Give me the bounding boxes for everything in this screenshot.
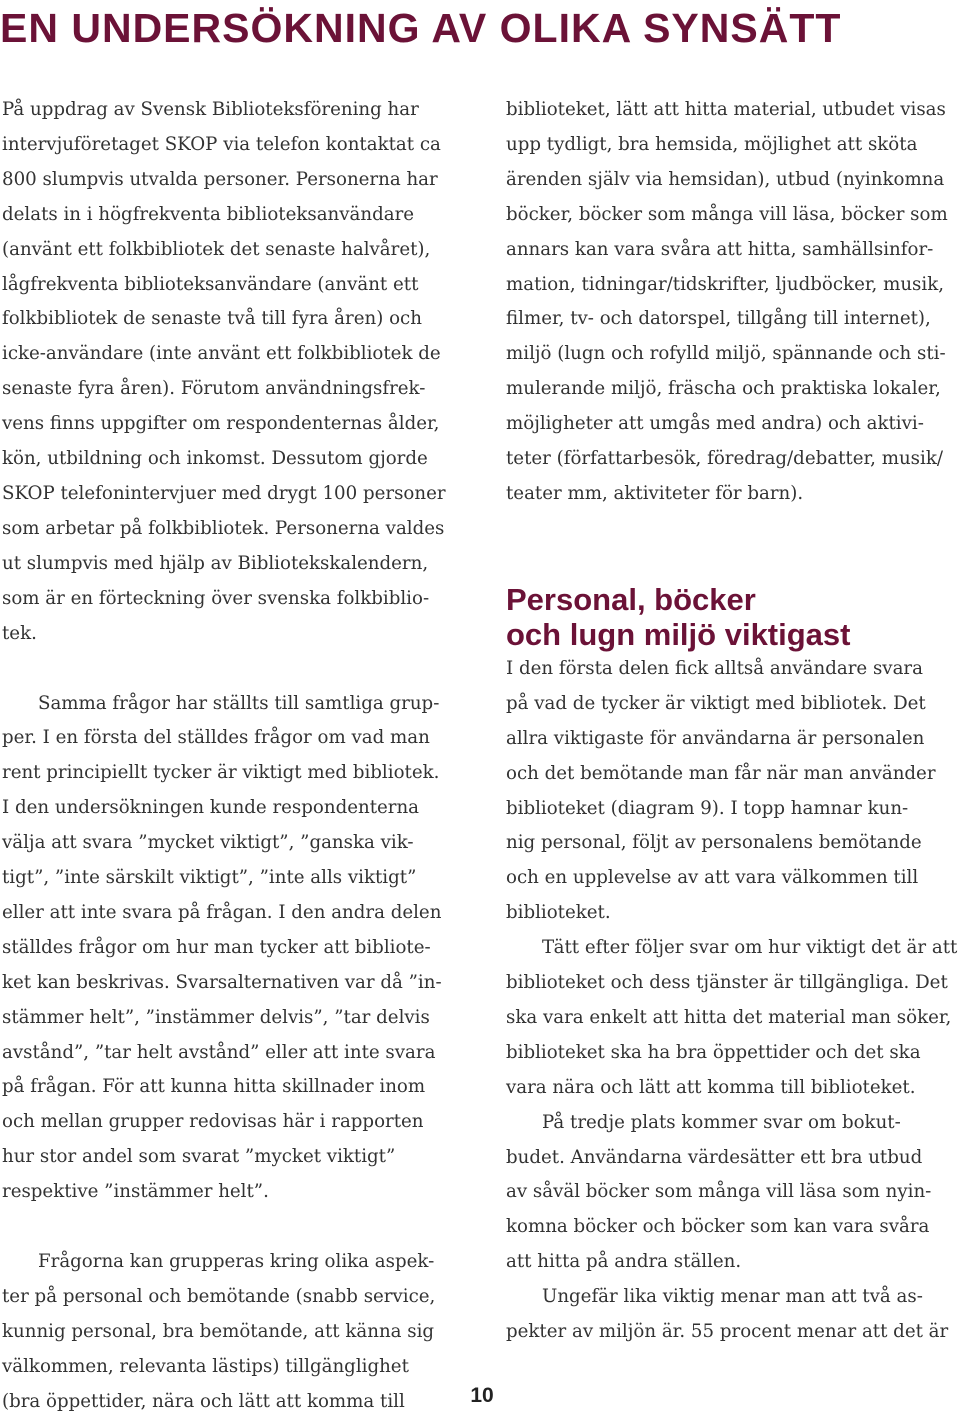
text-line: rent principiellt tycker är viktigt med bibliotek.: [2, 762, 440, 784]
text-line: vens finns uppgifter om respondenternas ålder,: [2, 413, 440, 435]
text-line: SKOP telefonintervjuer med drygt 100 personer: [2, 482, 446, 504]
text-line: Ungefär lika viktig menar man att två as-: [542, 1286, 923, 1308]
text-line: på frågan. För att kunna hitta skillnader inom: [2, 1076, 426, 1098]
text-line: lågfrekventa biblioteksanvändare (använt ett: [2, 273, 419, 295]
text-line: komna böcker och böcker som kan vara svåra: [506, 1216, 930, 1238]
text-line: Tätt efter följer svar om hur viktigt det är att: [542, 937, 958, 959]
text-line: intervjuföretaget SKOP via telefon kontaktat ca: [2, 133, 441, 155]
text-line: Samma frågor har ställts till samtliga grup-: [38, 692, 440, 714]
paragraph-method: [2, 93, 460, 652]
text-line: teater mm, aktiviteter för barn).: [506, 482, 804, 504]
text-line: mation, tidningar/tidskrifter, ljudböcker, musik,: [506, 273, 944, 295]
text-line: att hitta på andra ställen.: [506, 1251, 742, 1273]
right-column: [506, 93, 960, 1350]
text-line: av såväl böcker som många vill läsa som nyin-: [506, 1181, 932, 1203]
text-line: kön, utbildning och inkomst. Dessutom gjorde: [2, 448, 428, 470]
text-line: per. I en första del ställdes frågor om vad man: [2, 727, 430, 749]
text-line: delats in i högfrekventa biblioteksanvändare: [2, 203, 415, 225]
text-line: tigt”, ”inte särskilt viktigt”, ”inte alls viktigt”: [2, 867, 417, 889]
paragraph-questions: [2, 687, 460, 1211]
text-line: och det bemötande man får när man använder: [506, 762, 936, 784]
text-line: budet. Användarna värdesätter ett bra utbud: [506, 1146, 923, 1168]
text-line: mulerande miljö, fräscha och praktiska lokaler,: [506, 378, 941, 400]
text-line: och en upplevelse av att vara välkommen till: [506, 867, 919, 889]
text-line: teter (författarbesök, föredrag/debatter, musik/: [506, 448, 943, 470]
text-line: vara nära och lätt att komma till biblioteket.: [506, 1076, 916, 1098]
page-number: 10: [470, 1384, 494, 1407]
text-line: hur stor andel som svarat ”mycket viktigt”: [2, 1146, 396, 1168]
text-line: På tredje plats kommer svar om bokut-: [542, 1111, 901, 1133]
text-line: I den första delen fick alltså användare svara: [506, 657, 923, 679]
section-heading: [506, 582, 960, 652]
text-line: biblioteket och dess tjänster är tillgängliga. Det: [506, 972, 948, 994]
text-line: respektive ”instämmer helt”.: [2, 1181, 269, 1203]
text-line: avstånd”, ”tar helt avstånd” eller att inte svara: [2, 1041, 436, 1063]
text-line: ter på personal och bemötande (snabb service,: [2, 1286, 436, 1307]
section-heading-line: Personal, böcker: [506, 581, 756, 617]
left-column: [2, 93, 460, 1420]
text-line: 800 slumpvis utvalda personer. Personerna har: [2, 168, 438, 190]
paragraph-books: [506, 1106, 960, 1281]
text-line: möjligheter att umgås med andra) och aktivi-: [506, 413, 924, 435]
text-line: icke-användare (inte använt ett folkbibliotek de: [2, 343, 441, 365]
text-line: nig personal, följt av personalens bemötande: [506, 832, 922, 854]
text-line: som är en förteckning över svenska folkbiblio-: [2, 587, 430, 609]
text-line: stämmer helt”, ”instämmer delvis”, ”tar delvis: [2, 1006, 430, 1028]
section-heading-line: och lugn miljö viktigast: [506, 616, 851, 652]
paragraph-aspects: [2, 1245, 460, 1420]
text-line: som arbetar på folkbibliotek. Personerna valdes: [2, 517, 445, 539]
text-line: ska vara enkelt att hitta det material man söker,: [506, 1006, 952, 1028]
text-line: böcker, böcker som många vill läsa, böcker som: [506, 203, 948, 225]
text-line: välja att svara ”mycket viktigt”, ”ganska vik-: [2, 832, 414, 854]
text-line: Frågorna kan grupperas kring olika aspek-: [38, 1251, 435, 1273]
text-line: (bra öppettider, nära och lätt att komma till: [2, 1390, 405, 1412]
text-line: upp tydligt, bra hemsida, möjlighet att sköta: [506, 133, 918, 155]
text-line: pekter av miljön är. 55 procent menar att det är: [506, 1321, 949, 1343]
text-line: biblioteket (diagram 9). I topp hamnar kun-: [506, 797, 909, 819]
text-line: biblioteket, lätt att hitta material, utbudet visas: [506, 99, 946, 120]
text-line: biblioteket ska ha bra öppettider och det ska: [506, 1041, 921, 1063]
text-line: ställdes frågor om hur man tycker att bibliote-: [2, 936, 431, 958]
paragraph-environment: [506, 1280, 960, 1350]
page-title: EN UNDERSÖKNING AV OLIKA SYNSÄTT: [0, 5, 842, 51]
text-line: välkommen, relevanta lästips) tillgänglighet: [2, 1355, 409, 1377]
text-line: (använt ett folkbibliotek det senaste halvåret),: [2, 238, 431, 260]
text-line: allra viktigaste för användarna är personalen: [506, 727, 925, 749]
text-line: folkbibliotek de senaste två till fyra åren) och: [2, 308, 422, 330]
text-line: annars kan vara svåra att hitta, samhällsinfor-: [506, 238, 934, 260]
text-line: ut slumpvis med hjälp av Bibliotekskalendern,: [2, 552, 429, 574]
text-line: kunnig personal, bra bemötande, att känna sig: [2, 1320, 435, 1342]
text-line: och mellan grupper redovisas här i rapporten: [2, 1111, 424, 1133]
text-line: på vad de tycker är viktigt med bibliotek. Det: [506, 692, 926, 714]
text-line: senaste fyra åren). Förutom användningsfrek-: [2, 378, 426, 400]
paragraph-accessibility: [506, 931, 960, 1106]
paragraph-personnel: [506, 652, 960, 931]
text-line: På uppdrag av Svensk Biblioteksförening har: [2, 99, 419, 120]
text-line: eller att inte svara på frågan. I den andra delen: [2, 901, 442, 923]
text-line: I den undersökningen kunde respondenterna: [2, 797, 420, 819]
text-line: tek.: [2, 622, 37, 644]
text-line: ket kan beskrivas. Svarsalternativen var då ”in-: [2, 971, 442, 993]
text-line: filmer, tv- och datorspel, tillgång till internet),: [506, 308, 931, 330]
text-line: miljö (lugn och rofylld miljö, spännande och sti-: [506, 343, 946, 365]
text-line: biblioteket.: [506, 902, 611, 924]
paragraph-aspects-continued: [506, 93, 960, 512]
text-line: ärenden själv via hemsidan), utbud (nyinkomna: [506, 168, 945, 190]
